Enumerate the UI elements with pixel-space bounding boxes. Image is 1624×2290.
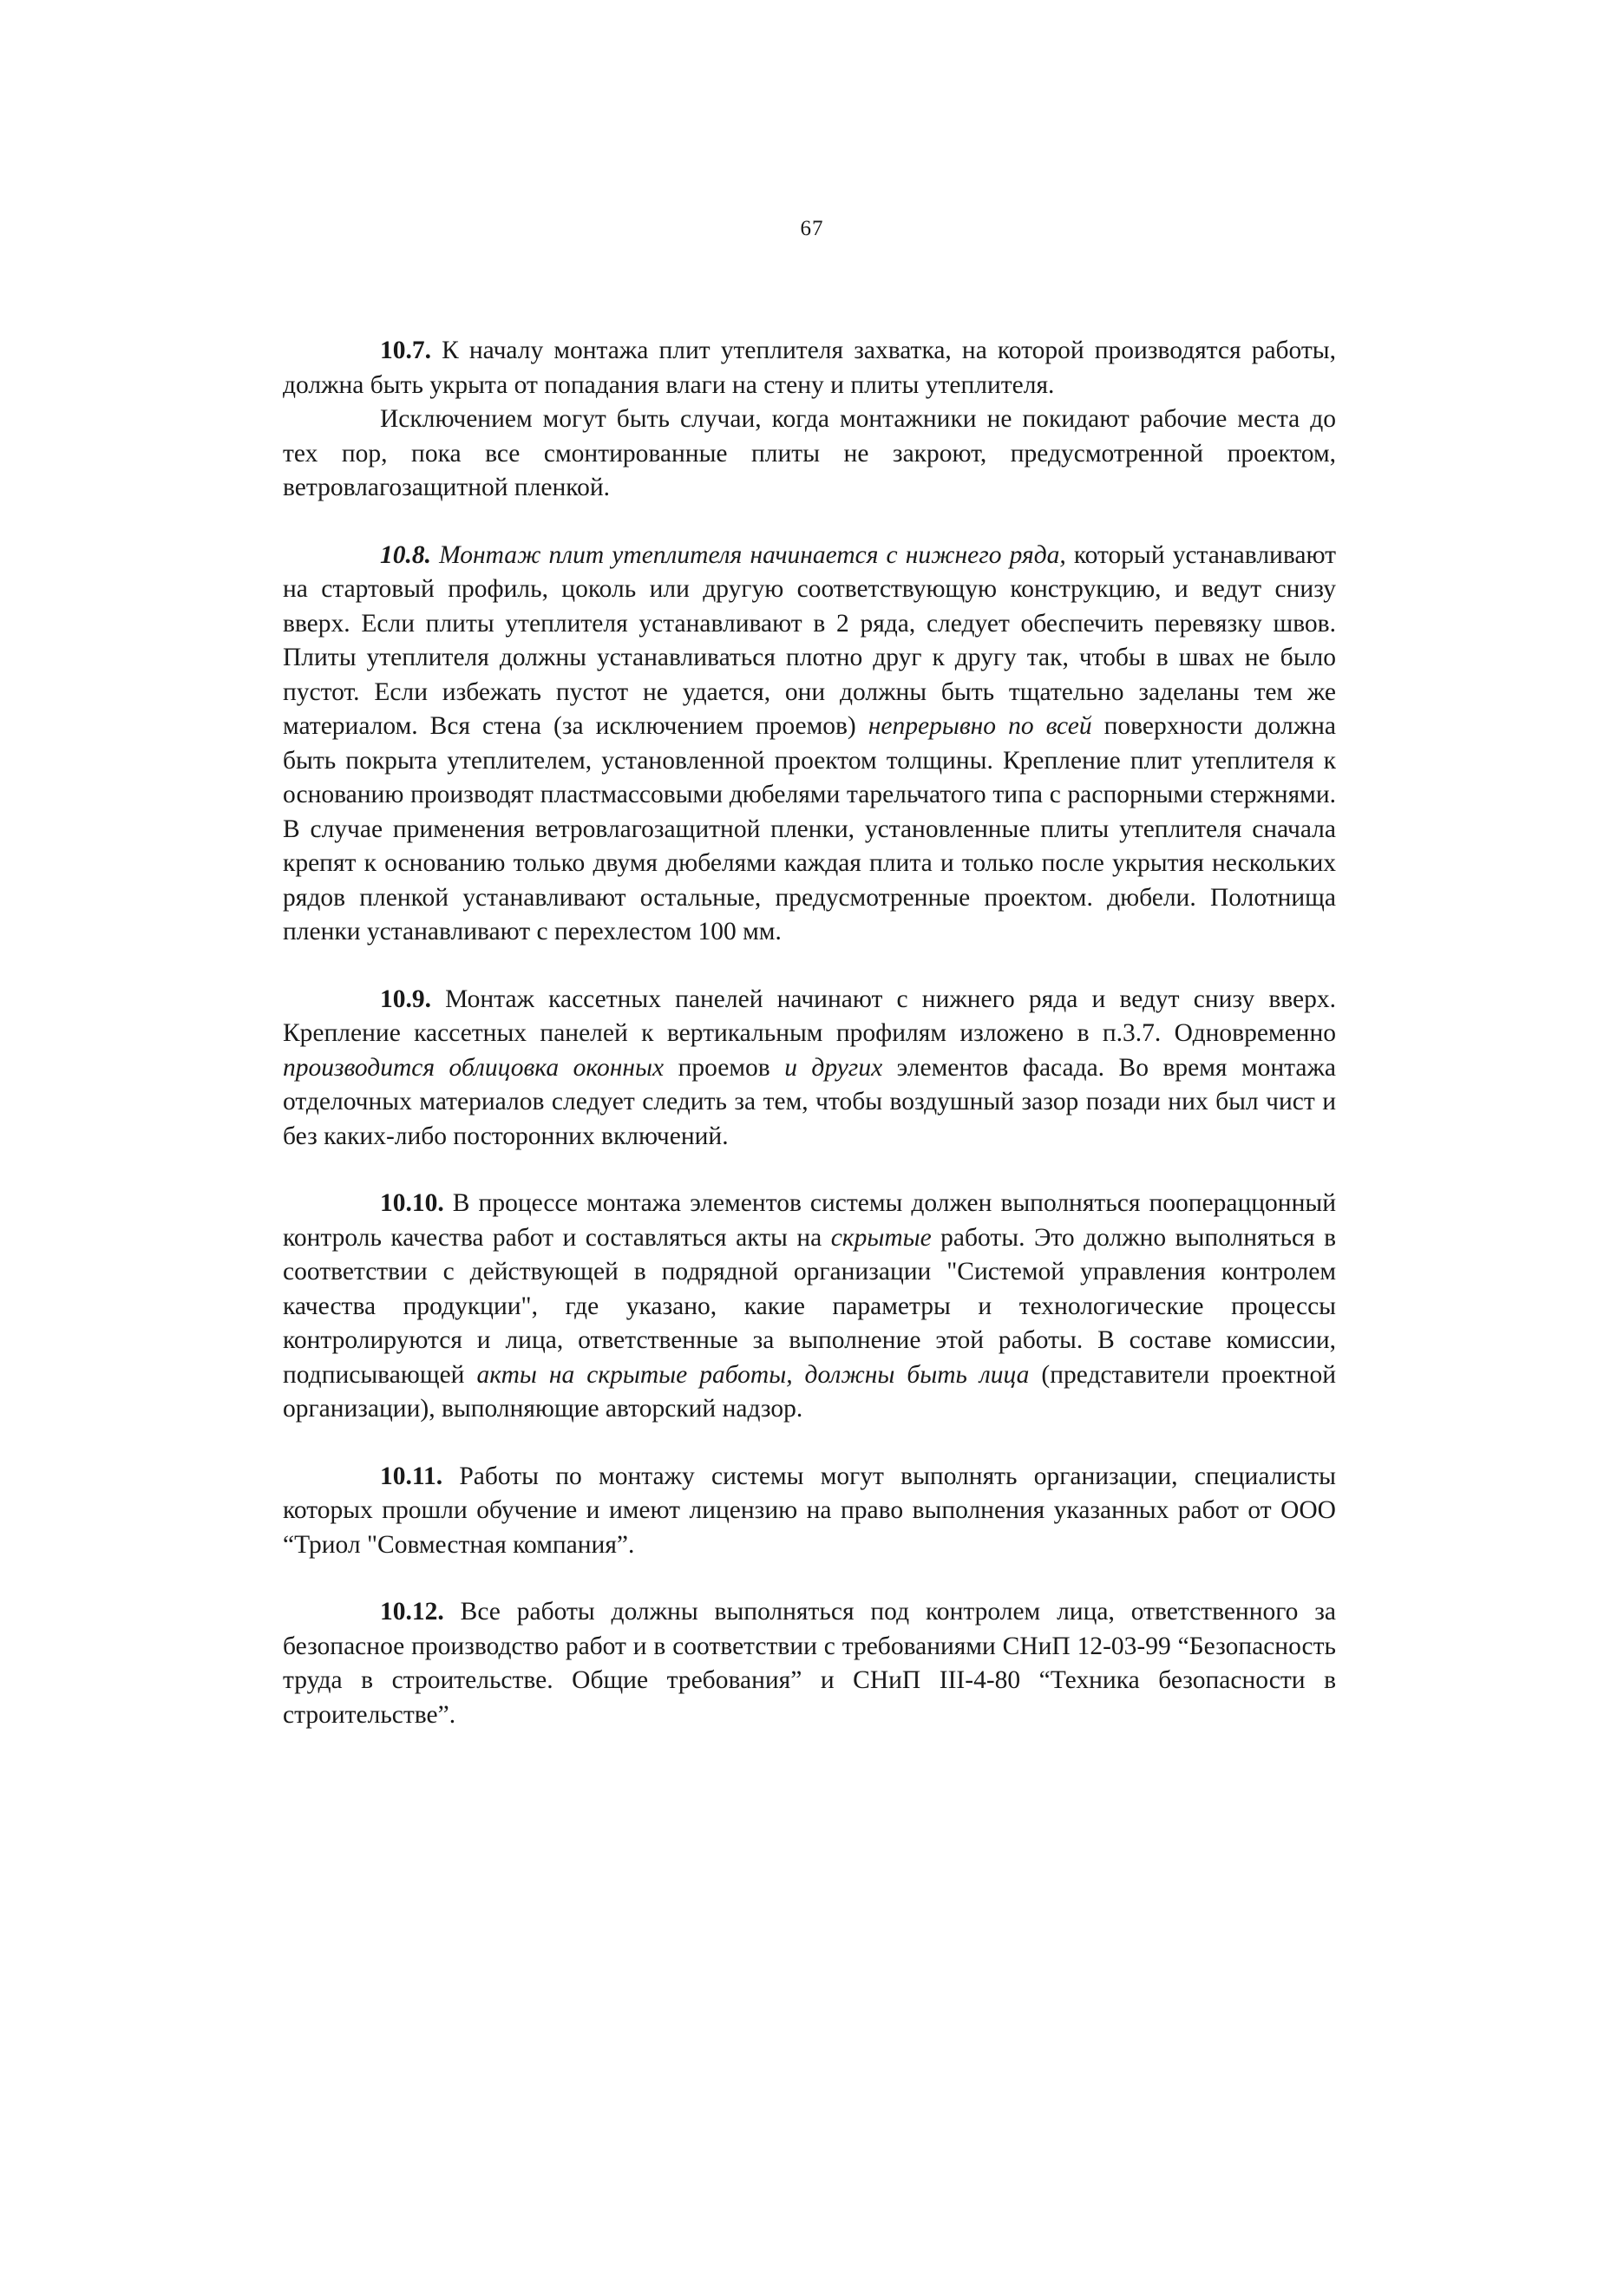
paragraph-text: проемов (664, 1053, 770, 1082)
paragraph-10-7 (283, 334, 1336, 402)
paragraph-text-italic: и других (769, 1053, 883, 1082)
paragraph-number: 10.8. (380, 540, 431, 569)
paragraph-text-italic: акты на скрытые работы, должны быть лица (464, 1360, 1030, 1389)
paragraph-text: Монтаж кассетных панелей начинают с нижнего ряда и ведут снизу вверх. Крепление кассетных панелей к вертикальным профилям изложено в п.3.7. Одновременно (283, 985, 1336, 1047)
paragraph-text: Все работы должны выполняться под контролем лица, ответственного за безопасное производство работ и в соответствии с требованиями СНиП 12-03-99 “Безопасность труда в строительстве. Общие требования” и СНиП III-4-80 “Техника безопасности в строительстве”. (283, 1598, 1336, 1729)
paragraph-text-italic: скрытые (822, 1223, 932, 1252)
paragraph-text-italic: Монтаж плит утеплителя начинается с нижнего ряда, (431, 540, 1066, 569)
paragraph-10-11 (283, 1460, 1336, 1563)
paragraph-text: поверхности должна быть покрыта утеплителем, установленной проектом толщины. Крепление плит утеплителя к основанию производят пластмассовыми дюбелями тарельчатого типа с распорными стержнями. В случае применения ветровлагозащитной пленки, установленные плиты утеплителя сначала крепят к основанию только двумя дюбелями каждая плита и только после укрытия нескольких рядов пленкой устанавливают остальные, предусмотренные проектом. дюбели. Полотнища пленки устанавливают с перехлестом 100 мм. (283, 712, 1336, 945)
paragraph-text: Работы по монтажу системы могут выполнять организации, специалисты которых прошли обучение и имеют лицензию на право выполнения указанных работ от ООО “Триол "Совместная компания”. (283, 1462, 1336, 1559)
paragraph-10-12 (283, 1595, 1336, 1732)
paragraph-10-9 (283, 983, 1336, 1155)
paragraph-text: который устанавливают на стартовый профиль, цоколь или другую соответствующую конструкцию, и ведут снизу вверх. Если плиты утеплителя устанавливают в 2 ряда, следует обеспечить перевязку швов. Плиты утеплителя должны устанавливаться плотно друг к другу так, чтобы в швах не было пустот. Если избежать пустот не удается, они должны быть тщательно заделаны тем же материалом. Вся стена (за исключением проемов) (283, 540, 1337, 740)
paragraph-10-7-exception (283, 402, 1336, 506)
paragraph-text: В процессе монтажа элементов системы должен выполняться поопераццонный контроль качества работ и составляться акты на (283, 1189, 1336, 1252)
document-body (283, 334, 1336, 1765)
paragraph-10-8 (283, 539, 1336, 950)
page-number: 67 (800, 217, 824, 240)
paragraph-text-italic: производится облицовка оконных (283, 1053, 665, 1082)
paragraph-text: работы. Это должно выполняться в соответствии с действующей в подрядной организации "Системой управления контролем качества продукции", где указано, какие параметры и технологические процессы контролируются и лица, ответственные за выполнение этой работы. В составе комиссии, подписывающей (283, 1223, 1337, 1389)
paragraph-number: 10.10. (380, 1189, 444, 1217)
paragraph-text-italic: непрерывно по всей (855, 712, 1092, 740)
paragraph-text: Исключением могут быть случаи, когда монтажники не покидают рабочие места до тех пор, пока все смонтированные плиты не закроют, предусмотренной проектом, ветровлагозащитной пленкой. (283, 405, 1336, 501)
paragraph-text: (представители проектной организации), выполняющие авторский надзор. (283, 1360, 1336, 1423)
paragraph-text: К началу монтажа плит утеплителя захватка, на которой производятся работы, должна быть укрыта от попадания влаги на стену и плиты утеплителя. (283, 337, 1336, 399)
paragraph-text: элементов фасада. Во время монтажа отделочных материалов следует следить за тем, чтобы воздушный зазор позади них был чист и без каких-либо посторонних включений. (283, 1053, 1336, 1150)
paragraph-number: 10.9. (380, 985, 431, 1013)
paragraph-number: 10.7. (380, 337, 431, 364)
paragraph-number: 10.11. (380, 1462, 443, 1490)
paragraph-number: 10.12. (380, 1598, 444, 1626)
paragraph-10-10 (283, 1187, 1336, 1427)
